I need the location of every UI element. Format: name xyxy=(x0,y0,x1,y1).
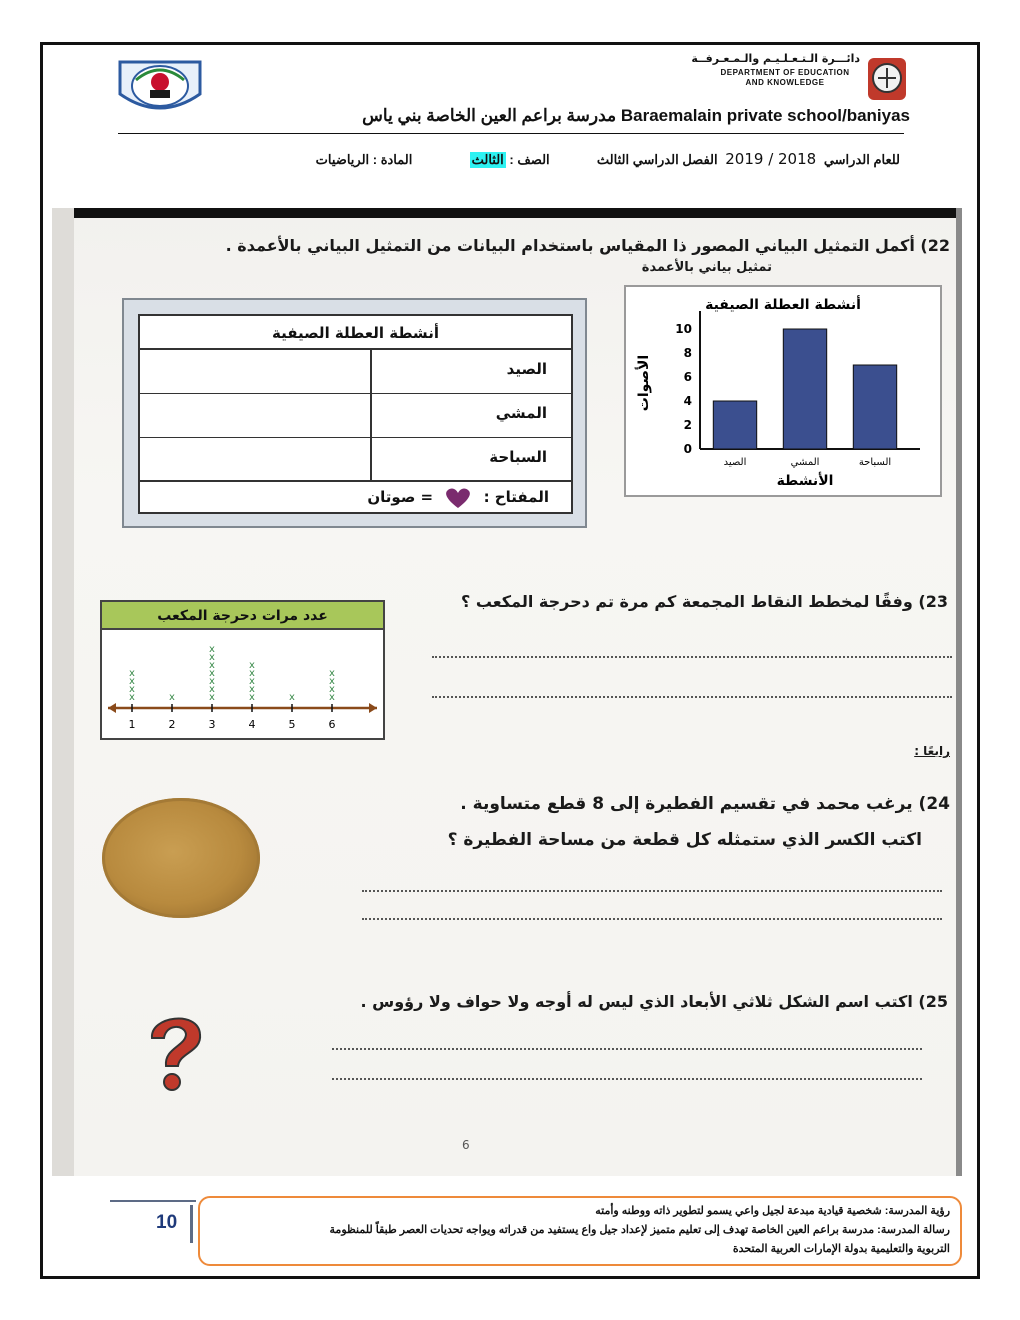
dot-mark: x xyxy=(209,660,215,671)
scan-shadow xyxy=(52,208,74,1176)
dot-mark: x xyxy=(129,668,135,679)
pictograph-rows xyxy=(140,350,571,482)
dot-mark: x xyxy=(209,692,215,703)
dot-plot xyxy=(100,600,385,740)
grade-value: الثالث xyxy=(471,152,504,167)
footer-page-number: 10 xyxy=(156,1212,178,1233)
y-tick-label: 2 xyxy=(683,418,692,432)
dot-mark: x xyxy=(249,668,255,679)
scan-top-edge xyxy=(52,208,962,218)
school-vision: رؤية المدرسة: شخصية قيادية مبدعة لجيل واعي يسمو لتطوير ذاته ووطنه وأمته xyxy=(595,1205,950,1217)
q22-number: 22) xyxy=(920,236,950,255)
key-value: = صوتان xyxy=(367,488,434,506)
dot-mark: x xyxy=(329,676,335,687)
q25-number: 25) xyxy=(918,992,948,1011)
dot-mark: x xyxy=(249,660,255,671)
answer-line xyxy=(332,1048,922,1050)
answer-line xyxy=(432,656,952,658)
year-label: للعام الدراسي xyxy=(823,152,900,167)
bar xyxy=(853,365,896,449)
dot-axis-label: 6 xyxy=(328,718,336,731)
answer-line xyxy=(332,1078,922,1080)
dot-mark: x xyxy=(329,668,335,679)
pictograph-table xyxy=(138,314,573,514)
q24-line2: اكتب الكسر الذي ستمثله كل قطعة من مساحة الفطيرة ؟ xyxy=(447,830,922,850)
pictograph xyxy=(122,298,587,528)
school-logo-icon xyxy=(110,54,210,118)
footer-mission-box xyxy=(198,1196,962,1266)
q22-text: 22) أكمل التمثيل البياني المصور ذا المقياس باستخدام البيانات من التمثيل البياني بالأعمدة . xyxy=(225,236,950,255)
dot-plot-svg xyxy=(102,630,383,738)
worksheet-scan xyxy=(52,208,962,1176)
school-name-english: Baraemalain private school/baniyas xyxy=(620,106,910,125)
dot-mark: x xyxy=(209,684,215,695)
q24-line1: 24) يرغب محمد في تقسيم الفطيرة إلى 8 قطع متساوية . xyxy=(460,794,950,814)
footer-separator xyxy=(190,1205,193,1243)
key-label: المفتاح : xyxy=(483,488,549,506)
department-name-arabic: دائـــرة الـتـعـلـيـم والـمـعـرفــة xyxy=(691,52,860,65)
y-tick-label: 4 xyxy=(683,394,692,408)
dot-mark: x xyxy=(289,692,295,703)
y-axis-label: الأصوات xyxy=(636,354,652,412)
section-label: رابعًا : xyxy=(914,744,950,758)
pie-pastry-image xyxy=(102,798,260,918)
bar-chart-svg xyxy=(626,287,940,495)
school-mission: رسالة المدرسة: مدرسة براعم العين الخاصة تهدف إلى تعليم متميز لإعداد جيل واع يستفيد من قدراته ويواجه تحديات العصر طبقاً للمنظومة xyxy=(329,1224,950,1236)
dot-plot-title: عدد مرات دحرجة المكعب xyxy=(102,602,383,630)
dot-mark: x xyxy=(129,692,135,703)
dot-mark: x xyxy=(169,692,175,703)
dot-mark: x xyxy=(249,676,255,687)
pictograph-row-label: السباحة xyxy=(489,448,547,466)
heart-icon xyxy=(444,487,472,509)
x-tick-label: المشي xyxy=(790,457,820,468)
bar-chart-caption: تمثيل بياني بالأعمدة xyxy=(641,260,772,275)
x-tick-label: السباحة xyxy=(858,457,892,468)
grade-label: الصف : xyxy=(509,152,550,167)
bar xyxy=(713,401,756,449)
y-tick-label: 8 xyxy=(683,346,692,360)
dot-mark: x xyxy=(129,684,135,695)
question-mark-icon xyxy=(140,1008,210,1098)
pictograph-title: أنشطة العطلة الصيفية xyxy=(140,316,571,350)
y-tick-label: 6 xyxy=(683,370,692,384)
answer-line xyxy=(362,918,942,920)
year-value: 2018 / 2019 xyxy=(725,150,817,168)
answer-line xyxy=(362,890,942,892)
answer-line xyxy=(432,696,952,698)
dot-axis-label: 2 xyxy=(168,718,176,731)
header-divider xyxy=(118,133,904,134)
q23-number: 23) xyxy=(918,592,948,611)
dot-mark: x xyxy=(249,684,255,695)
dot-mark: x xyxy=(329,692,335,703)
subject: المادة : الرياضيات xyxy=(315,152,413,167)
school-name-arabic: مدرسة براعم العين الخاصة بني ياس xyxy=(362,106,617,125)
pictograph-row xyxy=(140,438,571,482)
bar xyxy=(783,329,826,449)
dot-mark: x xyxy=(209,644,215,655)
x-axis-label: الأنشطة xyxy=(776,473,834,489)
dot-mark: x xyxy=(129,676,135,687)
pictograph-row-label: المشي xyxy=(495,404,547,422)
q25-text: 25) اكتب اسم الشكل ثلاثي الأبعاد الذي ليس له أوجه ولا حواف ولا رؤوس . xyxy=(360,992,948,1011)
pictograph-row xyxy=(140,350,571,394)
footer-rule xyxy=(110,1200,196,1202)
dot-mark: x xyxy=(209,668,215,679)
y-tick-label: 10 xyxy=(675,322,692,336)
school-mission-cont: التربوية والتعليمية بدولة الإمارات العربية المتحدة xyxy=(732,1243,950,1255)
dot-mark: x xyxy=(209,676,215,687)
dot-axis-label: 4 xyxy=(248,718,256,731)
number-line-arrow xyxy=(108,703,116,713)
dot-mark: x xyxy=(329,684,335,695)
scan-page-number: 6 xyxy=(462,1138,470,1152)
q24-number: 24) xyxy=(918,794,950,814)
department-name-english: DEPARTMENT OF EDUCATION AND KNOWLEDGE xyxy=(720,68,850,87)
chart-title: أنشطة العطلة الصيفية xyxy=(705,297,861,313)
school-name xyxy=(210,106,910,126)
pictograph-row xyxy=(140,394,571,438)
dot-mark: x xyxy=(209,652,215,663)
pictograph-row-label: الصيد xyxy=(506,360,547,378)
dot-axis-label: 3 xyxy=(208,718,216,731)
dot-axis-label: 5 xyxy=(288,718,296,731)
info-line xyxy=(200,150,900,174)
header xyxy=(100,48,910,138)
q23-text: 23) وفقًا لمخطط النقاط المجمعة كم مرة تم دحرجة المكعب ؟ xyxy=(460,592,948,611)
dot-axis-label: 1 xyxy=(128,718,136,731)
dot-mark: x xyxy=(249,692,255,703)
number-line-arrow xyxy=(369,703,377,713)
x-tick-label: الصيد xyxy=(723,457,747,468)
y-tick-label: 0 xyxy=(683,442,692,456)
bar-chart xyxy=(624,285,942,497)
scan-right-edge xyxy=(956,208,962,1176)
term: الفصل الدراسي الثالث xyxy=(596,152,718,167)
pictograph-key xyxy=(140,482,571,512)
